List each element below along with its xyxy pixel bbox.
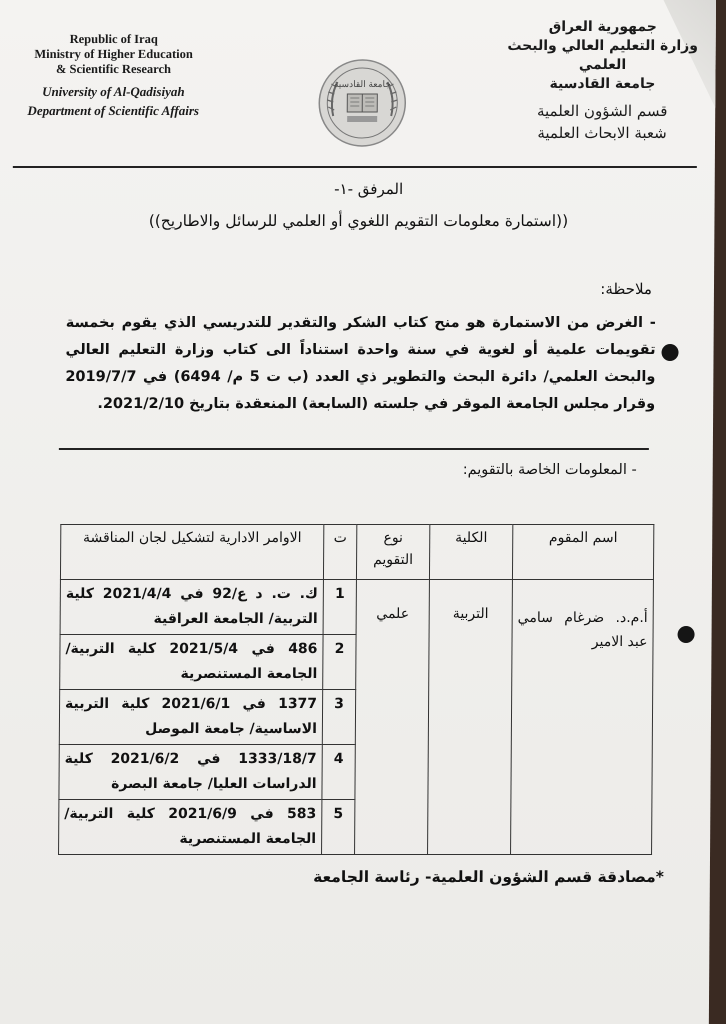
note-text: - الغرض من الاستمارة هو منح كتاب الشكر والتقدير للتدريسي الذي يقوم بخمسة تقويمات علمية أو لغوية في سنة واحدة استناداً الى كتاب وزارة التعليم العالي والبحث العلمي/ دائرة البحث والتطوير ذي العدد (ب ت 5 م/ 6494) في 2019/7/7 وقرار مجلس الجامعة الموقر في جلسته (السابعة) المنعقدة بتاريخ 2021/2/10. xyxy=(65,315,656,412)
header-orders: الاوامر الادارية لتشكيل لجان المناقشة xyxy=(60,525,323,580)
order-cell: ك. ت. د ع/92 في 2021/4/4 كلية التربية/ الجامعة العراقية xyxy=(60,580,323,635)
table-header-row xyxy=(60,525,653,580)
header-university: University of Al-Qadisiyah xyxy=(42,84,185,99)
header-college: الكلية xyxy=(429,525,512,580)
order-cell: 486 في 2021/5/4 كلية التربية/ الجامعة المستنصرية xyxy=(60,635,323,690)
header-department: Department of Scientific Affairs xyxy=(27,103,200,118)
logo-text: جامعة القادسية xyxy=(333,80,391,90)
header-division-ar: شعبة الابحاث العلمية xyxy=(537,124,667,142)
header-country-ar: جمهورية العراق xyxy=(548,19,657,35)
header-evaluator-name: اسم المقوم xyxy=(512,525,653,580)
row-number: 4 xyxy=(322,745,355,800)
row-number: 3 xyxy=(322,690,355,745)
table-row xyxy=(60,580,653,635)
header-department-ar: قسم الشؤون العلمية xyxy=(536,102,668,120)
punch-hole xyxy=(678,626,695,643)
order-cell: 1377 في 2021/6/1 كلية التربية الاساسية/ جامعة الموصل xyxy=(59,690,322,745)
section-divider xyxy=(59,448,649,450)
evaluation-info-label: - المعلومات الخاصة بالتقويم: xyxy=(462,462,637,478)
row-number: 1 xyxy=(323,580,356,635)
header-seq: ت xyxy=(323,525,356,580)
header-ministry-sub: & Scientific Research xyxy=(55,62,172,76)
header-country: Republic of Iraq xyxy=(69,32,158,46)
header-arabic xyxy=(497,18,708,144)
row-number: 2 xyxy=(323,635,356,690)
header-ministry-ar: وزارة التعليم العالي والبحث العلمي xyxy=(507,38,699,73)
evaluation-type-cell: علمي xyxy=(355,580,430,855)
header-divider xyxy=(13,166,697,168)
order-cell: 1333/18/7 في 2021/6/2 كلية الدراسات العليا/ جامعة البصرة xyxy=(59,745,322,800)
college-cell: التربية xyxy=(428,580,513,855)
header-ministry: Ministry of Higher Education xyxy=(34,47,193,61)
header-english xyxy=(13,32,214,120)
attachment-number: المرفق -١- xyxy=(334,180,404,198)
header-university-ar: جامعة القادسية xyxy=(549,76,656,92)
punch-hole xyxy=(661,344,678,361)
row-number: 5 xyxy=(322,800,355,855)
approval-note: *مصادقة قسم الشؤون العلمية- رئاسة الجامعة xyxy=(313,868,664,886)
university-seal-logo xyxy=(317,58,408,148)
header-evaluation-type: نوع التقويم xyxy=(356,525,429,580)
note-label: ملاحظة: xyxy=(600,280,653,298)
evaluator-name-cell: أ.م.د. ضرغام سامي عبد الامير xyxy=(511,580,654,855)
evaluation-table xyxy=(58,524,654,855)
order-cell: 583 في 2021/6/9 كلية التربية/ الجامعة المستنصرية xyxy=(59,800,322,855)
form-title: ((استمارة معلومات التقويم اللغوي أو العلمي للرسائل والاطاريح)) xyxy=(148,212,569,230)
